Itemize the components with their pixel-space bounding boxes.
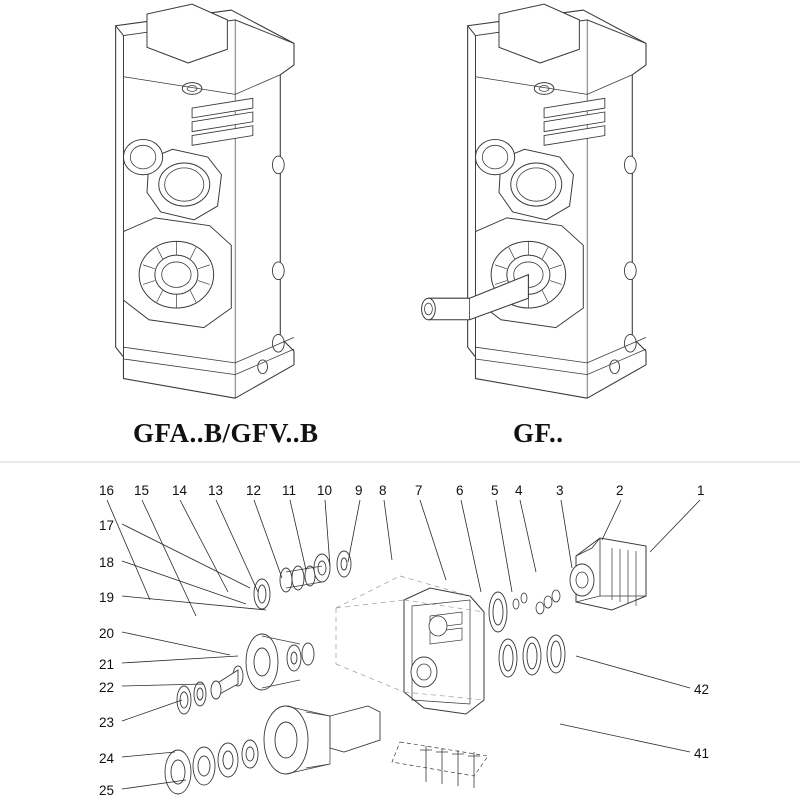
motor-adapter-group bbox=[570, 538, 646, 610]
exploded-assembly-diagram bbox=[107, 500, 700, 794]
callout-left-19: 19 bbox=[99, 590, 115, 605]
gearbox-view-gf bbox=[422, 4, 646, 398]
callout-top-9: 9 bbox=[355, 483, 363, 498]
caption-gfa-gfv-b: GFA..B/GFV..B bbox=[133, 418, 319, 448]
callout-top-16: 16 bbox=[99, 483, 115, 498]
callout-top-12: 12 bbox=[246, 483, 262, 498]
gear-shaft-group-bottom bbox=[165, 706, 380, 794]
callout-left-23: 23 bbox=[99, 715, 115, 730]
exploded-housing bbox=[404, 588, 484, 714]
callout-right-41: 41 bbox=[694, 746, 710, 761]
callout-left-22: 22 bbox=[99, 680, 115, 695]
callout-left-17: 17 bbox=[99, 518, 115, 533]
small-parts-row bbox=[254, 551, 351, 609]
callout-top-5: 5 bbox=[491, 483, 499, 498]
callout-left-21: 21 bbox=[99, 657, 115, 672]
fastener-row bbox=[513, 590, 560, 614]
callout-left-24: 24 bbox=[99, 751, 115, 766]
callout-top-13: 13 bbox=[208, 483, 224, 498]
callout-top-1: 1 bbox=[697, 483, 705, 498]
callout-right-42: 42 bbox=[694, 682, 710, 697]
callout-top-10: 10 bbox=[317, 483, 333, 498]
callout-top-6: 6 bbox=[456, 483, 464, 498]
callout-left-18: 18 bbox=[99, 555, 115, 570]
gearbox-view-gfa-gfv-b bbox=[116, 4, 294, 398]
callout-left-25: 25 bbox=[99, 783, 115, 798]
callout-top-3: 3 bbox=[556, 483, 564, 498]
callout-top-15: 15 bbox=[134, 483, 150, 498]
caption-gf: GF.. bbox=[513, 418, 564, 448]
callout-top-4: 4 bbox=[515, 483, 523, 498]
gear-shaft-group-middle bbox=[177, 634, 314, 714]
callout-top-2: 2 bbox=[616, 483, 624, 498]
base-fastener-group bbox=[392, 742, 488, 788]
seal-ring-group bbox=[489, 592, 565, 677]
callout-top-8: 8 bbox=[379, 483, 387, 498]
callout-top-14: 14 bbox=[172, 483, 188, 498]
callout-top-11: 11 bbox=[282, 483, 297, 498]
callout-left-20: 20 bbox=[99, 626, 115, 641]
callout-top-7: 7 bbox=[415, 483, 423, 498]
